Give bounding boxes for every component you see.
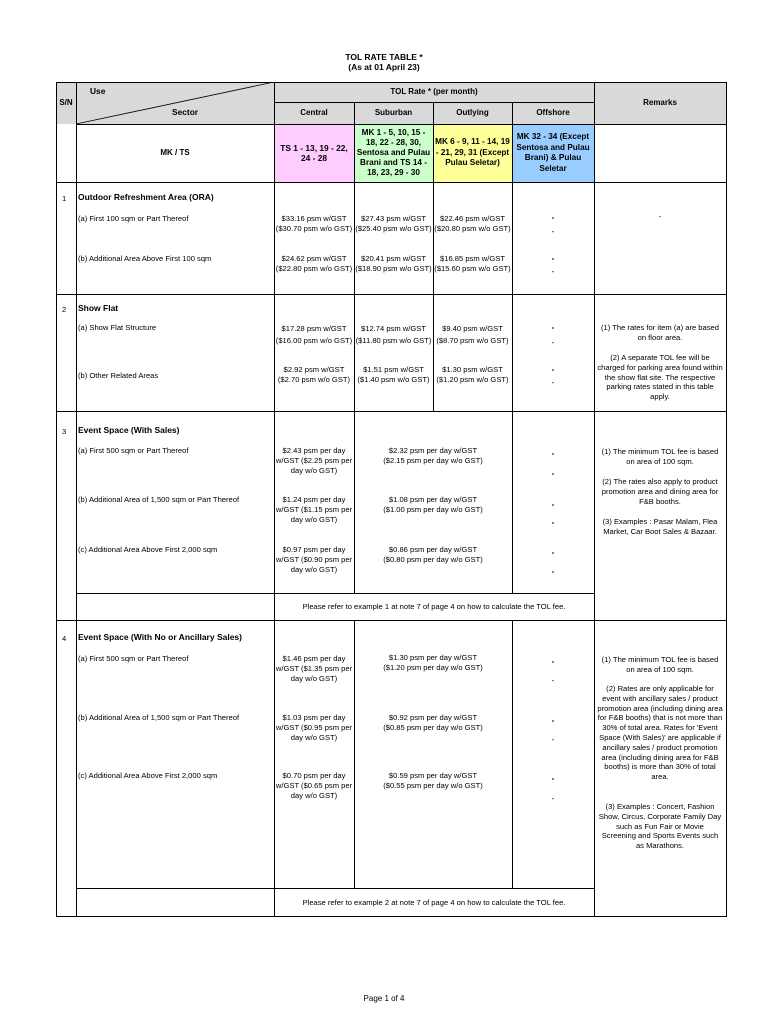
s4-b-central: $1.03 psm per day w/GST ($0.95 psm per day w/o GST): [275, 713, 353, 742]
s1-a-outlying: $22.46 psm w/GST ($20.80 psm w/o GST): [434, 214, 511, 233]
s4-b-label: (b) Additional Area of 1,500 sqm or Part Thereof: [78, 713, 240, 722]
col-rule-use: [274, 82, 275, 917]
s2-number: 2: [62, 305, 67, 314]
s2-a-suburban: $12.74 psm w/GST ($11.80 psm w/o GST): [355, 324, 432, 345]
col-rule-outlying-b: [512, 620, 513, 888]
header-rule-tol: [274, 102, 594, 103]
s2-b-offshore-dash: -: [551, 365, 555, 374]
table-border-left: [56, 82, 57, 917]
page-number: Page 1 of 4: [363, 994, 405, 1003]
s1-a-suburban: $27.43 psm w/GST ($25.40 psm w/o GST): [355, 214, 432, 233]
s4-c-label: (c) Additional Area Above First 2,000 sqm: [78, 771, 218, 780]
offshore-mk-cell: MK 32 - 34 (Except Sentosa and Pulau Brani) & Pulau Seletar: [512, 124, 594, 182]
s1-title: Outdoor Refreshment Area (ORA): [78, 192, 214, 202]
table-border-bottom: [56, 916, 726, 917]
s2-a-outlying: $9.40 psm w/GST ($8.70 psm w/o GST): [436, 324, 509, 345]
s4-a-offshore-dash-2: -: [551, 676, 555, 685]
s4-c-offshore-dash: -: [551, 774, 555, 783]
section-2-bottom: [56, 411, 726, 412]
s1-a-central: $33.16 psm w/GST ($30.70 psm w/o GST): [275, 214, 353, 233]
use-header: Use: [90, 86, 106, 96]
s3-b-label: (b) Additional Area of 1,500 sqm or Part Thereof: [78, 495, 240, 504]
table-border-top: [56, 82, 726, 83]
s3-a-offshore-dash: -: [551, 449, 555, 458]
s1-b-outlying: $16.85 psm w/GST ($15.60 psm w/o GST): [434, 254, 511, 273]
s2-title: Show Flat: [78, 303, 119, 313]
outlying-mk-cell: MK 6 - 9, 11 - 14, 19 - 21, 29, 31 (Except Pulau Seletar): [433, 124, 512, 182]
col-rule-central-b: [354, 411, 355, 593]
header-diagonal: [76, 82, 274, 124]
s2-remark-2: (2) A separate TOL fee will be charged for parking area found within the show flat site. The respective parking rates stated in this table apply.: [597, 353, 723, 402]
outlying-header: Outlying: [456, 108, 489, 118]
table-title: TOL RATE TABLE *: [345, 52, 423, 62]
section-3-note-top: [76, 593, 594, 594]
s3-c-central: $0.97 psm per day w/GST ($0.90 psm per day w/o GST): [275, 545, 353, 574]
sn-header: S/N: [59, 97, 73, 107]
sector-header: Sector: [172, 107, 199, 117]
s4-a-central: $1.46 psm per day w/GST ($1.35 psm per day w/o GST): [275, 654, 353, 683]
remarks-header: Remarks: [643, 97, 677, 107]
s1-a-offshore-dash: -: [551, 213, 555, 222]
col-rule-offshore: [594, 82, 595, 917]
s3-title: Event Space (With Sales): [78, 425, 180, 435]
central-header: Central: [300, 108, 328, 118]
s1-a-offshore-dash-2: -: [551, 227, 555, 236]
col-rule-sn: [76, 82, 77, 917]
s2-a-offshore-dash-2: -: [551, 338, 555, 347]
header-rule-bottom: [76, 124, 726, 125]
s3-number: 3: [62, 427, 67, 436]
tol-rate-header: TOL Rate * (per month): [390, 86, 478, 96]
section-3-bottom: [56, 620, 726, 621]
s4-c-offshore-dash-2: -: [551, 794, 555, 803]
s1-b-offshore-dash-2: -: [551, 267, 555, 276]
s4-b-offshore-dash-2: -: [551, 735, 555, 744]
s3-b-offshore-dash: -: [551, 500, 555, 509]
section-1-bottom: [56, 294, 726, 295]
s1-a-label: (a) First 100 sqm or Part Thereof: [78, 214, 189, 223]
s4-a-other: $1.30 psm per day w/GST ($1.20 psm per day w/o GST): [383, 653, 483, 672]
s3-c-label: (c) Additional Area Above First 2,000 sqm: [78, 545, 218, 554]
s3-a-central: $2.43 psm per day w/GST ($2.25 psm per day w/o GST): [275, 446, 353, 475]
s4-remark-2: (2) Rates are only applicable for event with ancillary sales / product promotion area (including dining area for F&B booths) that is not more than 30% of total area. Rates for 'Event Space (With Sales)' are applicable if ancillary sales / product promotion area (including dining area for F&B booths) is more than 30% of total area.: [597, 684, 723, 782]
s2-a-offshore-dash: -: [551, 323, 555, 332]
s2-b-label: (b) Other Related Areas: [78, 371, 159, 380]
s4-b-offshore-dash: -: [551, 716, 555, 725]
s1-b-suburban: $20.41 psm w/GST ($18.90 psm w/o GST): [355, 254, 432, 273]
s4-number: 4: [62, 634, 67, 643]
s1-b-offshore-dash: -: [551, 254, 555, 263]
offshore-header: Offshore: [536, 108, 570, 118]
s4-remark-3: (3) Examples : Concert, Fashion Show, Circus, Corporate Family Day such as Fun Fair or Movie Screening and Sports Events such as Marathons.: [598, 802, 722, 851]
s3-a-label: (a) First 500 sqm or Part Thereof: [78, 446, 189, 455]
header-rule-mk: [56, 182, 726, 183]
s1-b-central: $24.62 psm w/GST ($22.80 psm w/o GST): [275, 254, 353, 273]
s4-b-other: $0.92 psm per day w/GST ($0.85 psm per day w/o GST): [383, 713, 483, 732]
s2-b-suburban: $1.51 psm w/GST ($1.40 psm w/o GST): [357, 365, 430, 384]
s3-c-offshore-dash-2: -: [551, 567, 555, 576]
s4-remark-1: (1) The minimum TOL fee is based on area of 100 sqm.: [601, 655, 719, 674]
s4-c-other: $0.59 psm per day w/GST ($0.55 psm per day w/o GST): [383, 771, 483, 790]
s4-c-central: $0.70 psm per day w/GST ($0.65 psm per day w/o GST): [275, 771, 353, 800]
s3-a-offshore-dash-2: -: [551, 469, 555, 478]
suburban-header: Suburban: [374, 108, 413, 118]
central-mk-cell: TS 1 - 13, 19 - 22, 24 - 28: [274, 124, 354, 182]
s4-title: Event Space (With No or Ancillary Sales): [78, 632, 242, 642]
s3-remark-2: (2) The rates also apply to product promotion area and dining area for F&B booths.: [601, 477, 719, 506]
s2-b-outlying: $1.30 psm w/GST ($1.20 psm w/o GST): [436, 365, 509, 384]
s3-a-other: $2.32 psm per day w/GST ($2.15 psm per day w/o GST): [383, 446, 483, 465]
table-border-right: [726, 82, 727, 917]
section-4-note-top: [76, 888, 594, 889]
col-rule-central-a: [354, 102, 355, 411]
col-rule-suburban: [433, 102, 434, 411]
s3-b-offshore-dash-2: -: [551, 518, 555, 527]
suburban-mk-cell: MK 1 - 5, 10, 15 - 18, 22 - 28, 30, Sentosa and Pulau Brani and TS 14 - 18, 23, 29 - 30: [354, 124, 433, 182]
col-rule-outlying-a: [512, 102, 513, 593]
mk-ts-label: MK / TS: [160, 147, 190, 157]
s4-a-label: (a) First 500 sqm or Part Thereof: [78, 654, 189, 663]
s2-a-label: (a) Show Flat Structure: [78, 323, 157, 332]
s2-b-central: $2.92 psm w/GST ($2.70 psm w/o GST): [277, 365, 351, 384]
s3-remark-1: (1) The minimum TOL fee is based on area of 100 sqm.: [601, 447, 719, 466]
table-subtitle: (As at 01 April 23): [348, 62, 420, 72]
col-rule-central-c: [354, 620, 355, 888]
s1-b-label: (b) Additional Area Above First 100 sqm: [78, 254, 212, 263]
s2-a-central: $17.28 psm w/GST ($16.00 psm w/o GST): [275, 324, 353, 345]
s3-remark-3: (3) Examples : Pasar Malam, Flea Market, Car Boot Sales & Bazaar.: [602, 517, 718, 536]
s3-note: Please refer to example 1 at note 7 of page 4 on how to calculate the TOL fee.: [302, 602, 566, 611]
s3-b-other: $1.08 psm per day w/GST ($1.00 psm per day w/o GST): [383, 495, 483, 514]
s1-number: 1: [62, 194, 67, 203]
s4-note: Please refer to example 2 at note 7 of page 4 on how to calculate the TOL fee.: [302, 898, 566, 907]
s1-remarks: -: [658, 212, 662, 221]
s3-c-other: $0.86 psm per day w/GST ($0.80 psm per day w/o GST): [383, 545, 483, 564]
s2-remark-1: (1) The rates for item (a) are based on floor area.: [600, 323, 720, 342]
s2-b-offshore-dash-2: -: [551, 378, 555, 387]
s3-c-offshore-dash: -: [551, 548, 555, 557]
s3-b-central: $1.24 psm per day w/GST ($1.15 psm per day w/o GST): [275, 495, 353, 524]
s4-a-offshore-dash: -: [551, 657, 555, 666]
